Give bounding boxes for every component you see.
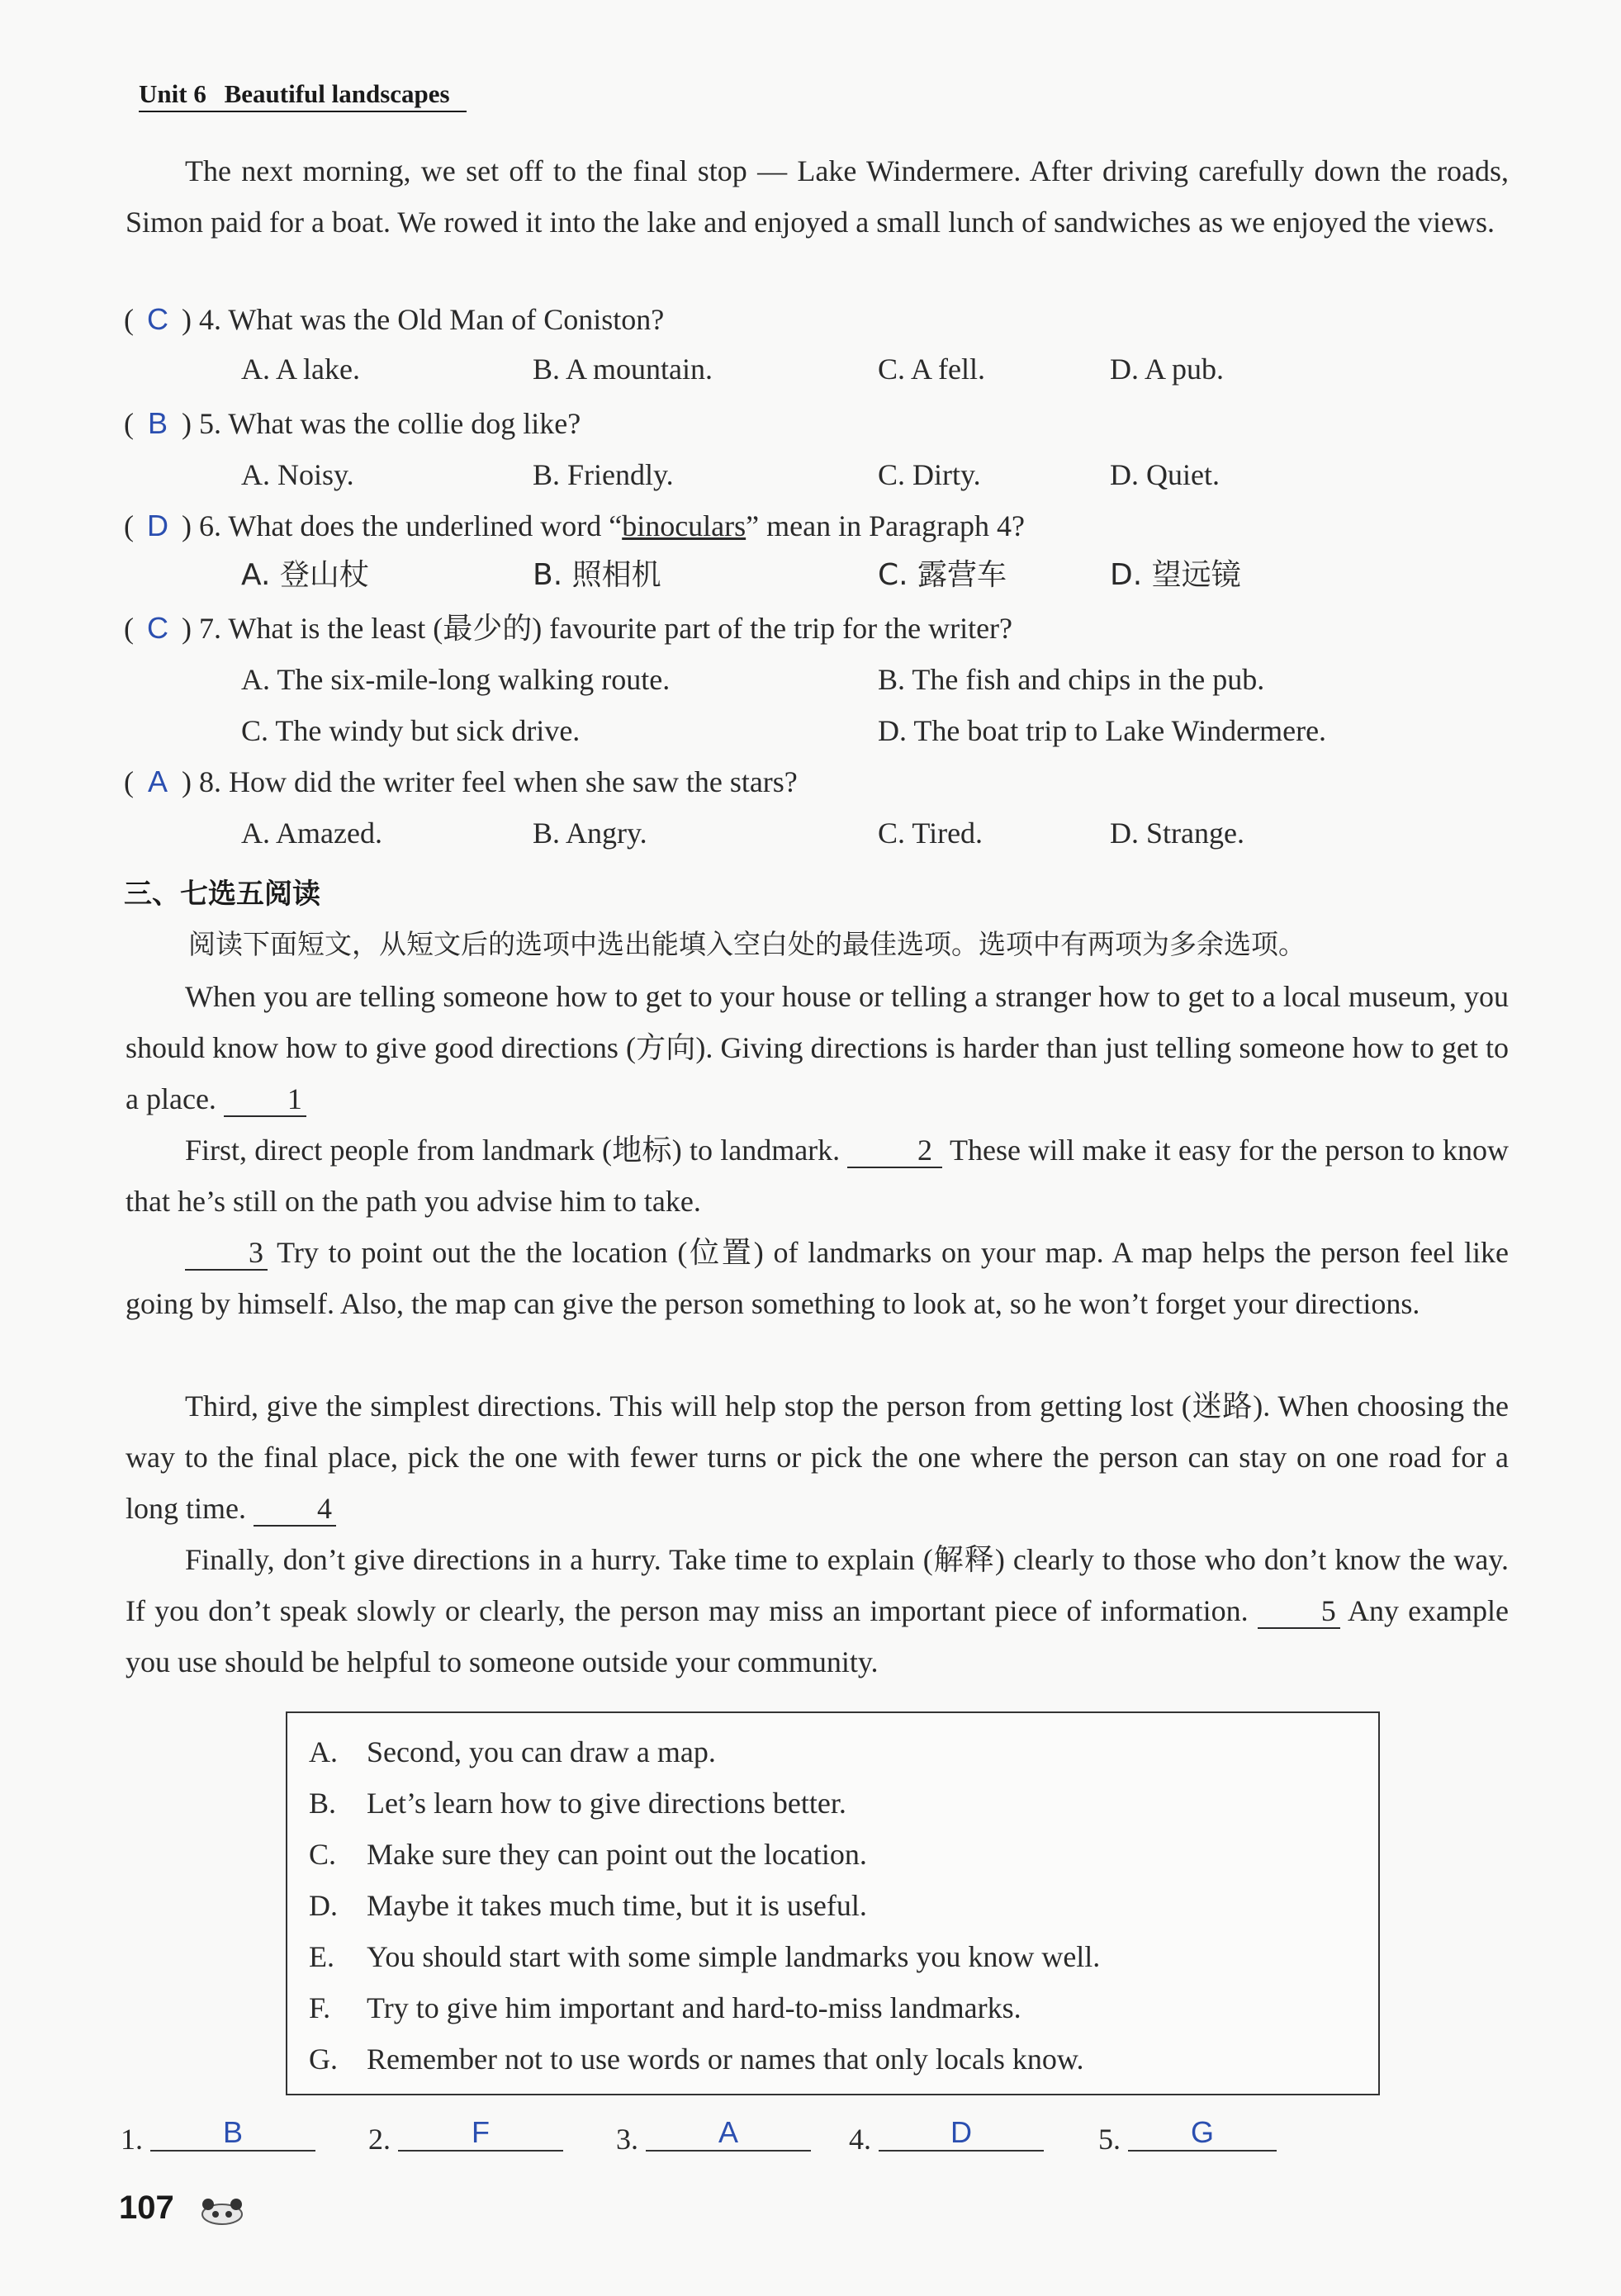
question-6: ( D ) 6. What does the underlined word “binoculars” mean in Paragraph 4? bbox=[124, 505, 1025, 547]
q8-option-a: A. Amazed. bbox=[241, 817, 382, 850]
answer-slot-4: 4. D bbox=[849, 2122, 1044, 2158]
page-number: 107 bbox=[119, 2189, 174, 2226]
answer-slot-1: 1. B bbox=[121, 2122, 315, 2158]
question-8-text: How did the writer feel when she saw the stars? bbox=[229, 765, 798, 798]
q4-option-b: B. A mountain. bbox=[533, 353, 713, 386]
q4-option-a: A. A lake. bbox=[241, 353, 360, 386]
box-option-a: A. Second, you can draw a map. bbox=[309, 1735, 716, 1768]
q8-option-c: C. Tired. bbox=[878, 817, 984, 850]
question-4-text: What was the Old Man of Coniston? bbox=[228, 303, 665, 336]
answer-q7: C bbox=[147, 611, 168, 645]
blank-2: 2 bbox=[847, 1134, 942, 1168]
answer-q6: D bbox=[147, 509, 168, 542]
paragraph-4: Third, give the simplest directions. This will help stop the person from getting lost (迷路). When choosing the way to the final place, pick the one with fewer turns or pick the one where the person can stay on one road for a long time. 4 bbox=[126, 1389, 1509, 1525]
question-4: ( C ) 4. What was the Old Man of Coniston? bbox=[124, 299, 664, 340]
question-7-text: What is the least (最少的) favourite part of the trip for the writer? bbox=[228, 612, 1013, 645]
box-option-f: F. Try to give him important and hard-to-miss landmarks. bbox=[309, 1991, 1021, 2024]
blank-1: 1 bbox=[224, 1082, 306, 1117]
question-7: ( C ) 7. What is the least (最少的) favourite part of the trip for the writer? bbox=[124, 608, 1012, 649]
unit-number: Unit 6 bbox=[139, 79, 206, 108]
answer-slot-3: 3. A bbox=[616, 2122, 811, 2158]
box-option-b: B. Let’s learn how to give directions better. bbox=[309, 1787, 846, 1820]
options-box bbox=[286, 1711, 1380, 2095]
question-5-text: What was the collie dog like? bbox=[228, 407, 581, 440]
unit-header bbox=[139, 79, 467, 112]
q4-option-c: C. A fell. bbox=[878, 353, 986, 386]
q8-option-d: D. Strange. bbox=[1110, 817, 1244, 850]
section-title: 三、七选五阅读 bbox=[124, 878, 320, 911]
paragraph-2: First, direct people from landmark (地标) to landmark. 2 These will make it easy for the person to know that he’s still on the path you advise him to take. bbox=[126, 1134, 1510, 1218]
blank-3: 3 bbox=[185, 1236, 268, 1271]
paragraph-5: Finally, don’t give directions in a hurry. Take time to explain (解释) clearly to those who don’t know the way. If you don’t speak slowly or clearly, the person may miss an important piece of information. 5 Any example you use should be helpful to someone outside your community. bbox=[126, 1543, 1510, 1678]
blank-5: 5 bbox=[1258, 1594, 1340, 1629]
paragraph-1: When you are telling someone how to get to your house or telling a stranger how to get to a local museum, you should know how to give good directions (方向). Giving directions is harder than just telling someone how to get to a place. 1 bbox=[126, 980, 1509, 1115]
answer-2: F bbox=[398, 2115, 563, 2152]
section-instruction: 阅读下面短文，从短文后的选项中选出能填入空白处的最佳选项。选项中有两项为多余选项。 bbox=[188, 928, 1306, 960]
answer-3: A bbox=[646, 2115, 811, 2152]
q7-option-c: C. The windy but sick drive. bbox=[241, 714, 581, 747]
answer-slot-5: 5. G bbox=[1098, 2122, 1277, 2158]
answer-1: B bbox=[150, 2115, 315, 2152]
box-option-d: D. Maybe it takes much time, but it is useful. bbox=[309, 1889, 867, 1922]
paragraph-3: 3 Try to point out the the location (位置) of landmarks on your map. A map helps the person feel like going by himself. Also, the map can give the person something to look at, so he won’t forget your directions. bbox=[126, 1236, 1510, 1320]
box-option-c: C. Make sure they can point out the location. bbox=[309, 1838, 867, 1871]
q6-option-c: C. 露营车 bbox=[878, 558, 1007, 592]
answer-q8: A bbox=[147, 765, 168, 798]
q6-option-a: A. 登山杖 bbox=[241, 558, 369, 592]
passage-end: The next morning, we set off to the final stop — Lake Windermere. After driving carefully down the roads, Simon paid for a boat. We rowed it into the lake and enjoyed a small lunch of sandwiches as we enjoyed the views. bbox=[126, 154, 1509, 239]
q5-option-d: D. Quiet. bbox=[1110, 458, 1220, 491]
q4-option-d: D. A pub. bbox=[1110, 353, 1225, 386]
answer-slot-2: 2. F bbox=[368, 2122, 563, 2158]
q6-option-b: B. 照相机 bbox=[533, 558, 661, 592]
q6-option-d: D. 望远镜 bbox=[1110, 558, 1241, 592]
answer-4: D bbox=[879, 2115, 1044, 2152]
underlined-word: binoculars bbox=[622, 509, 747, 542]
q8-option-b: B. Angry. bbox=[533, 817, 647, 850]
question-8: ( A ) 8. How did the writer feel when she saw the stars? bbox=[124, 761, 798, 802]
box-option-e: E. You should start with some simple landmarks you know well. bbox=[309, 1940, 1101, 1973]
panda-icon bbox=[198, 2196, 246, 2226]
blank-4: 4 bbox=[254, 1492, 336, 1527]
q5-option-b: B. Friendly. bbox=[533, 458, 674, 491]
question-5: ( B ) 5. What was the collie dog like? bbox=[124, 403, 581, 444]
answer-5: G bbox=[1128, 2115, 1277, 2152]
q7-option-b: B. The fish and chips in the pub. bbox=[878, 663, 1265, 696]
answer-q4: C bbox=[147, 302, 168, 336]
box-option-g: G. Remember not to use words or names that only locals know. bbox=[309, 2043, 1084, 2076]
unit-title: Beautiful landscapes bbox=[224, 79, 450, 108]
answer-q5: B bbox=[147, 406, 168, 440]
q5-option-a: A. Noisy. bbox=[241, 458, 354, 491]
q7-option-a: A. The six-mile-long walking route. bbox=[241, 663, 671, 696]
q7-option-d: D. The boat trip to Lake Windermere. bbox=[878, 714, 1327, 747]
q5-option-c: C. Dirty. bbox=[878, 458, 981, 491]
